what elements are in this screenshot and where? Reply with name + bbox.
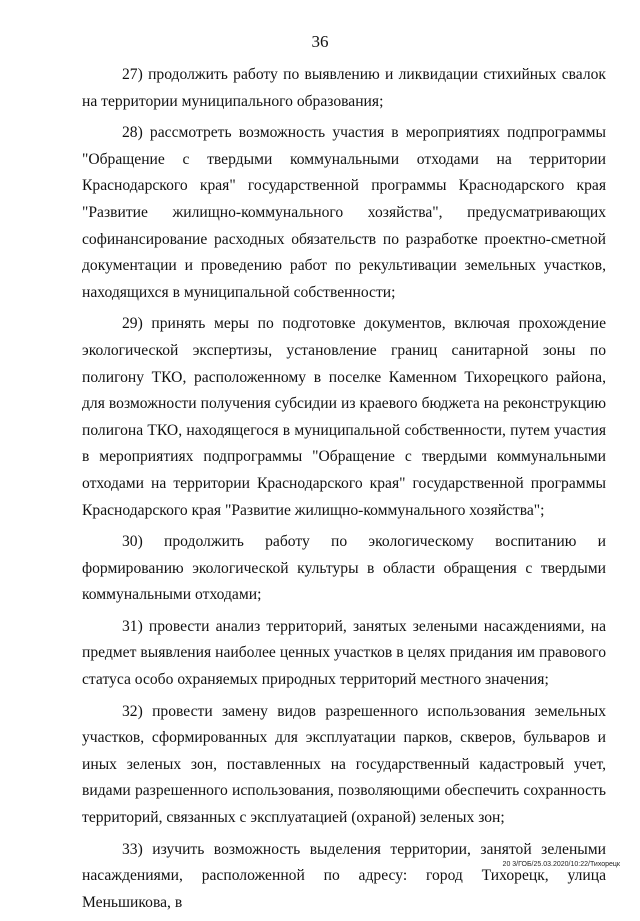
document-body bbox=[82, 62, 606, 921]
paragraph-item-27: 27) продолжить работу по выявлению и ликвидации стихийных свалок на территории муниципального образования; bbox=[82, 66, 606, 110]
paragraph-item-29: 29) принять меры по подготовке документов, включая прохождение экологической экспертизы, установление границ санитарной зоны по полигону ТКО, расположенному в поселке Каменном Тихорецкого района, для возможности получения субсидии из краевого бюджета на реконструкцию полигона ТКО, находящегося в муниципальной собственности, путем участия в мероприятиях подпрограммы "Обращение с твердыми коммунальными отходами на территории Краснодарского края" государственной программы Краснодарского края "Развитие жилищно-коммунального хозяйства"; bbox=[82, 315, 606, 519]
paragraph-item-28: 28) рассмотреть возможность участия в мероприятиях подпрограммы "Обращение с твердыми коммунальными отходами на территории Краснодарского края" государственной программы Краснодарского края "Развитие жилищно-коммунального хозяйства", предусматривающих софинансирование расходных обязательств по разработке проектно-сметной документации и проведению работ по рекультивации земельных участков, находящихся в муниципальной собственности; bbox=[82, 124, 606, 301]
paragraph-item-33: 33) изучить возможность выделения территории, занятой зелеными насаждениями, расположенной по адресу: город Тихорецк, улица Меньшикова, в bbox=[82, 840, 606, 911]
page-number: 36 bbox=[311, 32, 329, 51]
document-footer-code: 20 3/ГОБ/25.03.2020/10:22/Тихорецк bbox=[502, 861, 620, 868]
paragraph-item-32: 32) провести замену видов разрешенного использования земельных участков, сформированных для эксплуатации парков, скверов, бульваров и иных зеленых зон, поставленных на государственный кадастровый учет, видами разрешенного использования, позволяющими обеспечить сохранность территорий, связанных с эксплуатацией (охраной) зеленых зон; bbox=[82, 702, 606, 827]
paragraph-item-30: 30) продолжить работу по экологическому воспитанию и формированию экологической культуры в области обращения с твердыми коммунальными отходами; bbox=[82, 533, 606, 604]
paragraph-item-31: 31) провести анализ территорий, занятых зелеными насаждениями, на предмет выявления наиболее ценных участков в целях придания им правового статуса особо охраняемых природных территорий местного значения; bbox=[82, 617, 606, 689]
